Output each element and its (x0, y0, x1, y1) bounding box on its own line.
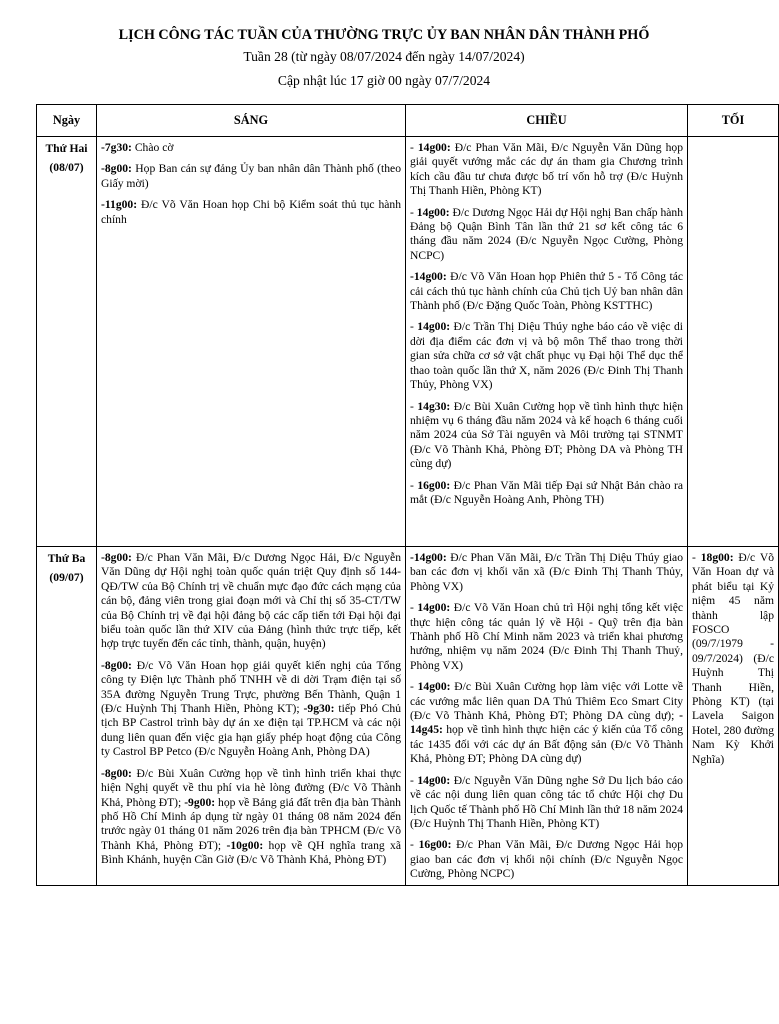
morning-cell (97, 547, 406, 886)
schedule-item: -8g00: Họp Ban cán sự đảng Ủy ban nhân dân Thành phố (theo Giấy mời) (101, 162, 401, 190)
week-range: Tuần 28 (từ ngày 08/07/2024 đến ngày 14/07/2024) (243, 49, 525, 64)
schedule-item: -8g00: Đ/c Phan Văn Mãi, Đ/c Dương Ngọc Hải, Đ/c Nguyễn Văn Dũng dự Hội nghị toàn quốc quán triệt Quy định số 144-QĐ/TW của Bộ Chính trị về chuẩn mực đạo đức cách mạng của cán bộ, đảng viên trong giai đoạn mới và Chỉ thị số 35-CT/TW của Bộ Chính trị về đại hội đảng bộ các cấp tiến tới Đại hội đại biểu toàn quốc lần thứ XIV của Đảng (hình thức trực tiếp, kết hợp trực tuyến đến các tỉnh, thành, quận, huyện) (101, 551, 401, 651)
schedule-item: - 14g00: Đ/c Phan Văn Mãi, Đ/c Nguyễn Văn Dũng họp giải quyết vướng mắc các dự án tham gia Chương trình kích cầu đầu tư chưa được bố trí vốn hỗ trợ (Đ/c Huỳnh Thị Thanh Hiền, Phòng KT) (410, 141, 683, 198)
day-cell (37, 547, 97, 886)
col-evening: TỐI (688, 105, 779, 137)
morning-cell (97, 137, 406, 547)
schedule-item: - 14g00: Đ/c Dương Ngọc Hải dự Hội nghị Ban chấp hành Đảng bộ Quận Bình Tân lần thứ 21 sơ kết công tác 6 tháng đầu năm 2024 (Đ/c Nguyễn Ngọc Cường, Phòng NCPC) (410, 205, 683, 262)
table-header-row (37, 105, 779, 137)
schedule-table (36, 104, 779, 886)
schedule-item: - 14g00: Đ/c Võ Văn Hoan chủ trì Hội nghị tổng kết việc thực hiện công tác quản lý về Hội - Quỹ trên địa bàn Thành phố Hồ Chí Minh năm 2023 và triển khai phương hướng, nhiệm vụ năm 2024 (Đ/c Đinh Thị Thanh Thuỷ, Phòng VX) (410, 601, 683, 672)
schedule-item: -8g00: Đ/c Võ Văn Hoan họp giải quyết kiến nghị của Tổng công ty Điện lực Thành phố TNHH về di dời Trạm điện tại số 35A đường Nguyễn Trung Trực, phường Bến Thành, Quận 1 (Đ/c Huỳnh Thị Thanh Hiền, Phòng KT); -9g30: tiếp Phó Chủ tịch BP Castrol trình bày dự án xe điện tại TP.HCM và các nội dung liên quan đến việc gia hạn giấy phép hoạt động của Công ty Castrol BP Petco (Đ/c Nguyễn Hoàng Anh, Phòng DA) (101, 658, 401, 759)
col-day: Ngày (37, 105, 97, 137)
schedule-item: - 14g00: Đ/c Trần Thị Diệu Thúy nghe báo cáo về việc di dời địa điểm các đơn vị và bộ môn Thể thao trong thời gian sửa chữa cơ sở vật chất phục vụ Đại hội Thể dục thể thao toàn quốc lần thứ X, năm 2026 (Đ/c Đinh Thị Thanh Thủy, Phòng VX) (410, 320, 683, 392)
col-morning: SÁNG (97, 105, 406, 137)
col-afternoon: CHIỀU (406, 105, 688, 137)
evening-cell (688, 137, 779, 547)
update-time: Cập nhật lúc 17 giờ 00 ngày 07/7/2024 (277, 73, 491, 88)
document-title: LỊCH CÔNG TÁC TUẦN CỦA THƯỜNG TRỰC ỦY BAN NHÂN DÂN THÀNH PHỐ (118, 27, 650, 43)
schedule-item: - 14g00: Đ/c Bùi Xuân Cường họp làm việc với Lotte về các vướng mắc liên quan DA Thủ Thiêm Eco Smart City (Đ/c Võ Thành Khả, Phòng ĐT; Phòng DA cùng dự); - 14g45: họp về tình hình thực hiện các ý kiến của Tổ công tác 1435 đối với các dự án Bất động sản (Đ/c Võ Thành Khả, Phòng ĐT; Phòng DA cùng dự) (410, 680, 683, 766)
table-row (37, 137, 779, 547)
afternoon-cell (406, 137, 688, 547)
schedule-item: - 14g00: Đ/c Nguyễn Văn Dũng nghe Sở Du lịch báo cáo về các nội dung liên quan công tác tổ chức Hội chợ Du lịch Quốc tế Thành phố Hồ Chí Minh lần thứ 18 năm 2024 (Đ/c Huỳnh Thị Thanh Hiền, Phòng KT) (410, 773, 683, 830)
schedule-item: -14g00: Đ/c Phan Văn Mãi, Đ/c Trần Thị Diệu Thúy giao ban các đơn vị khối văn xã (Đ/c Đinh Thị Thanh Thủy, Phòng VX) (410, 551, 683, 593)
schedule-item: - 16g00: Đ/c Phan Văn Mãi, Đ/c Dương Ngọc Hải họp giao ban các đơn vị khối nội chính (Đ/c Nguyễn Ngọc Cường, Phòng NCPC) (410, 838, 683, 881)
day-cell (37, 137, 97, 547)
schedule-item: - 16g00: Đ/c Phan Văn Mãi tiếp Đại sứ Nhật Bản chào ra mắt (Đ/c Nguyễn Hoàng Anh, Phòng TH) (410, 478, 683, 506)
schedule-item: - 14g30: Đ/c Bùi Xuân Cường họp về tình hình thực hiện nhiệm vụ 6 tháng đầu năm 2024 và kế hoạch 6 tháng cuối năm 2024 của Sở Tài nguyên và Môi trường tại STNMT (Đ/c Võ Thành Khả, Phòng ĐT; Phòng DA và Phòng TH cùng dự) (410, 399, 684, 471)
schedule-item: -7g30: Chào cờ (101, 141, 174, 154)
document-header (0, 0, 768, 90)
day-date: (08/07) (49, 161, 84, 174)
schedule-item: -8g00: Đ/c Bùi Xuân Cường họp về tình hình triển khai thực hiện Nghị quyết về thu phí via hè lòng đường (Đ/c Võ Thành Khả, Phòng ĐT); -9g00: họp về Bảng giá đất trên địa bàn Thành phố Hồ Chí Minh áp dụng từ ngày 01 tháng 08 năm 2024 đến trước ngày 01 tháng 01 năm 2026 trên địa bàn TPHCM (Đ/c Võ Thành Khả, Phòng ĐT); -10g00: họp về QH nghĩa trang xã Bình Khánh, huyện Cần Giờ (Đ/c Võ Thành Khả, Phòng ĐT) (101, 766, 401, 867)
afternoon-cell (406, 547, 688, 886)
day-date: (09/07) (49, 571, 84, 584)
schedule-item: - 18g00: Đ/c Võ Văn Hoan dự và phát biểu tại Kỷ niệm 45 năm thành lập FOSCO (09/7/1979 - 09/7/2024) (Đ/c Huỳnh Thị Thanh Hiền, Phòng KT) (tại Lavela Saigon Hotel, 280 đường Nam Kỳ Khởi Nghĩa) (692, 551, 774, 766)
table-row (37, 547, 779, 886)
schedule-item: -14g00: Đ/c Võ Văn Hoan họp Phiên thứ 5 - Tổ Công tác cải cách thủ tục hành chính của Chủ tịch Uỷ ban nhân dân Thành phố (Đ/c Đặng Quốc Toàn, Phòng KSTTHC) (410, 270, 683, 313)
evening-cell (688, 547, 779, 886)
schedule-item: -11g00: Đ/c Võ Văn Hoan họp Chi bộ Kiểm soát thủ tục hành chính (101, 198, 401, 226)
day-name: Thứ Hai (45, 142, 88, 155)
day-name: Thứ Ba (47, 552, 86, 565)
